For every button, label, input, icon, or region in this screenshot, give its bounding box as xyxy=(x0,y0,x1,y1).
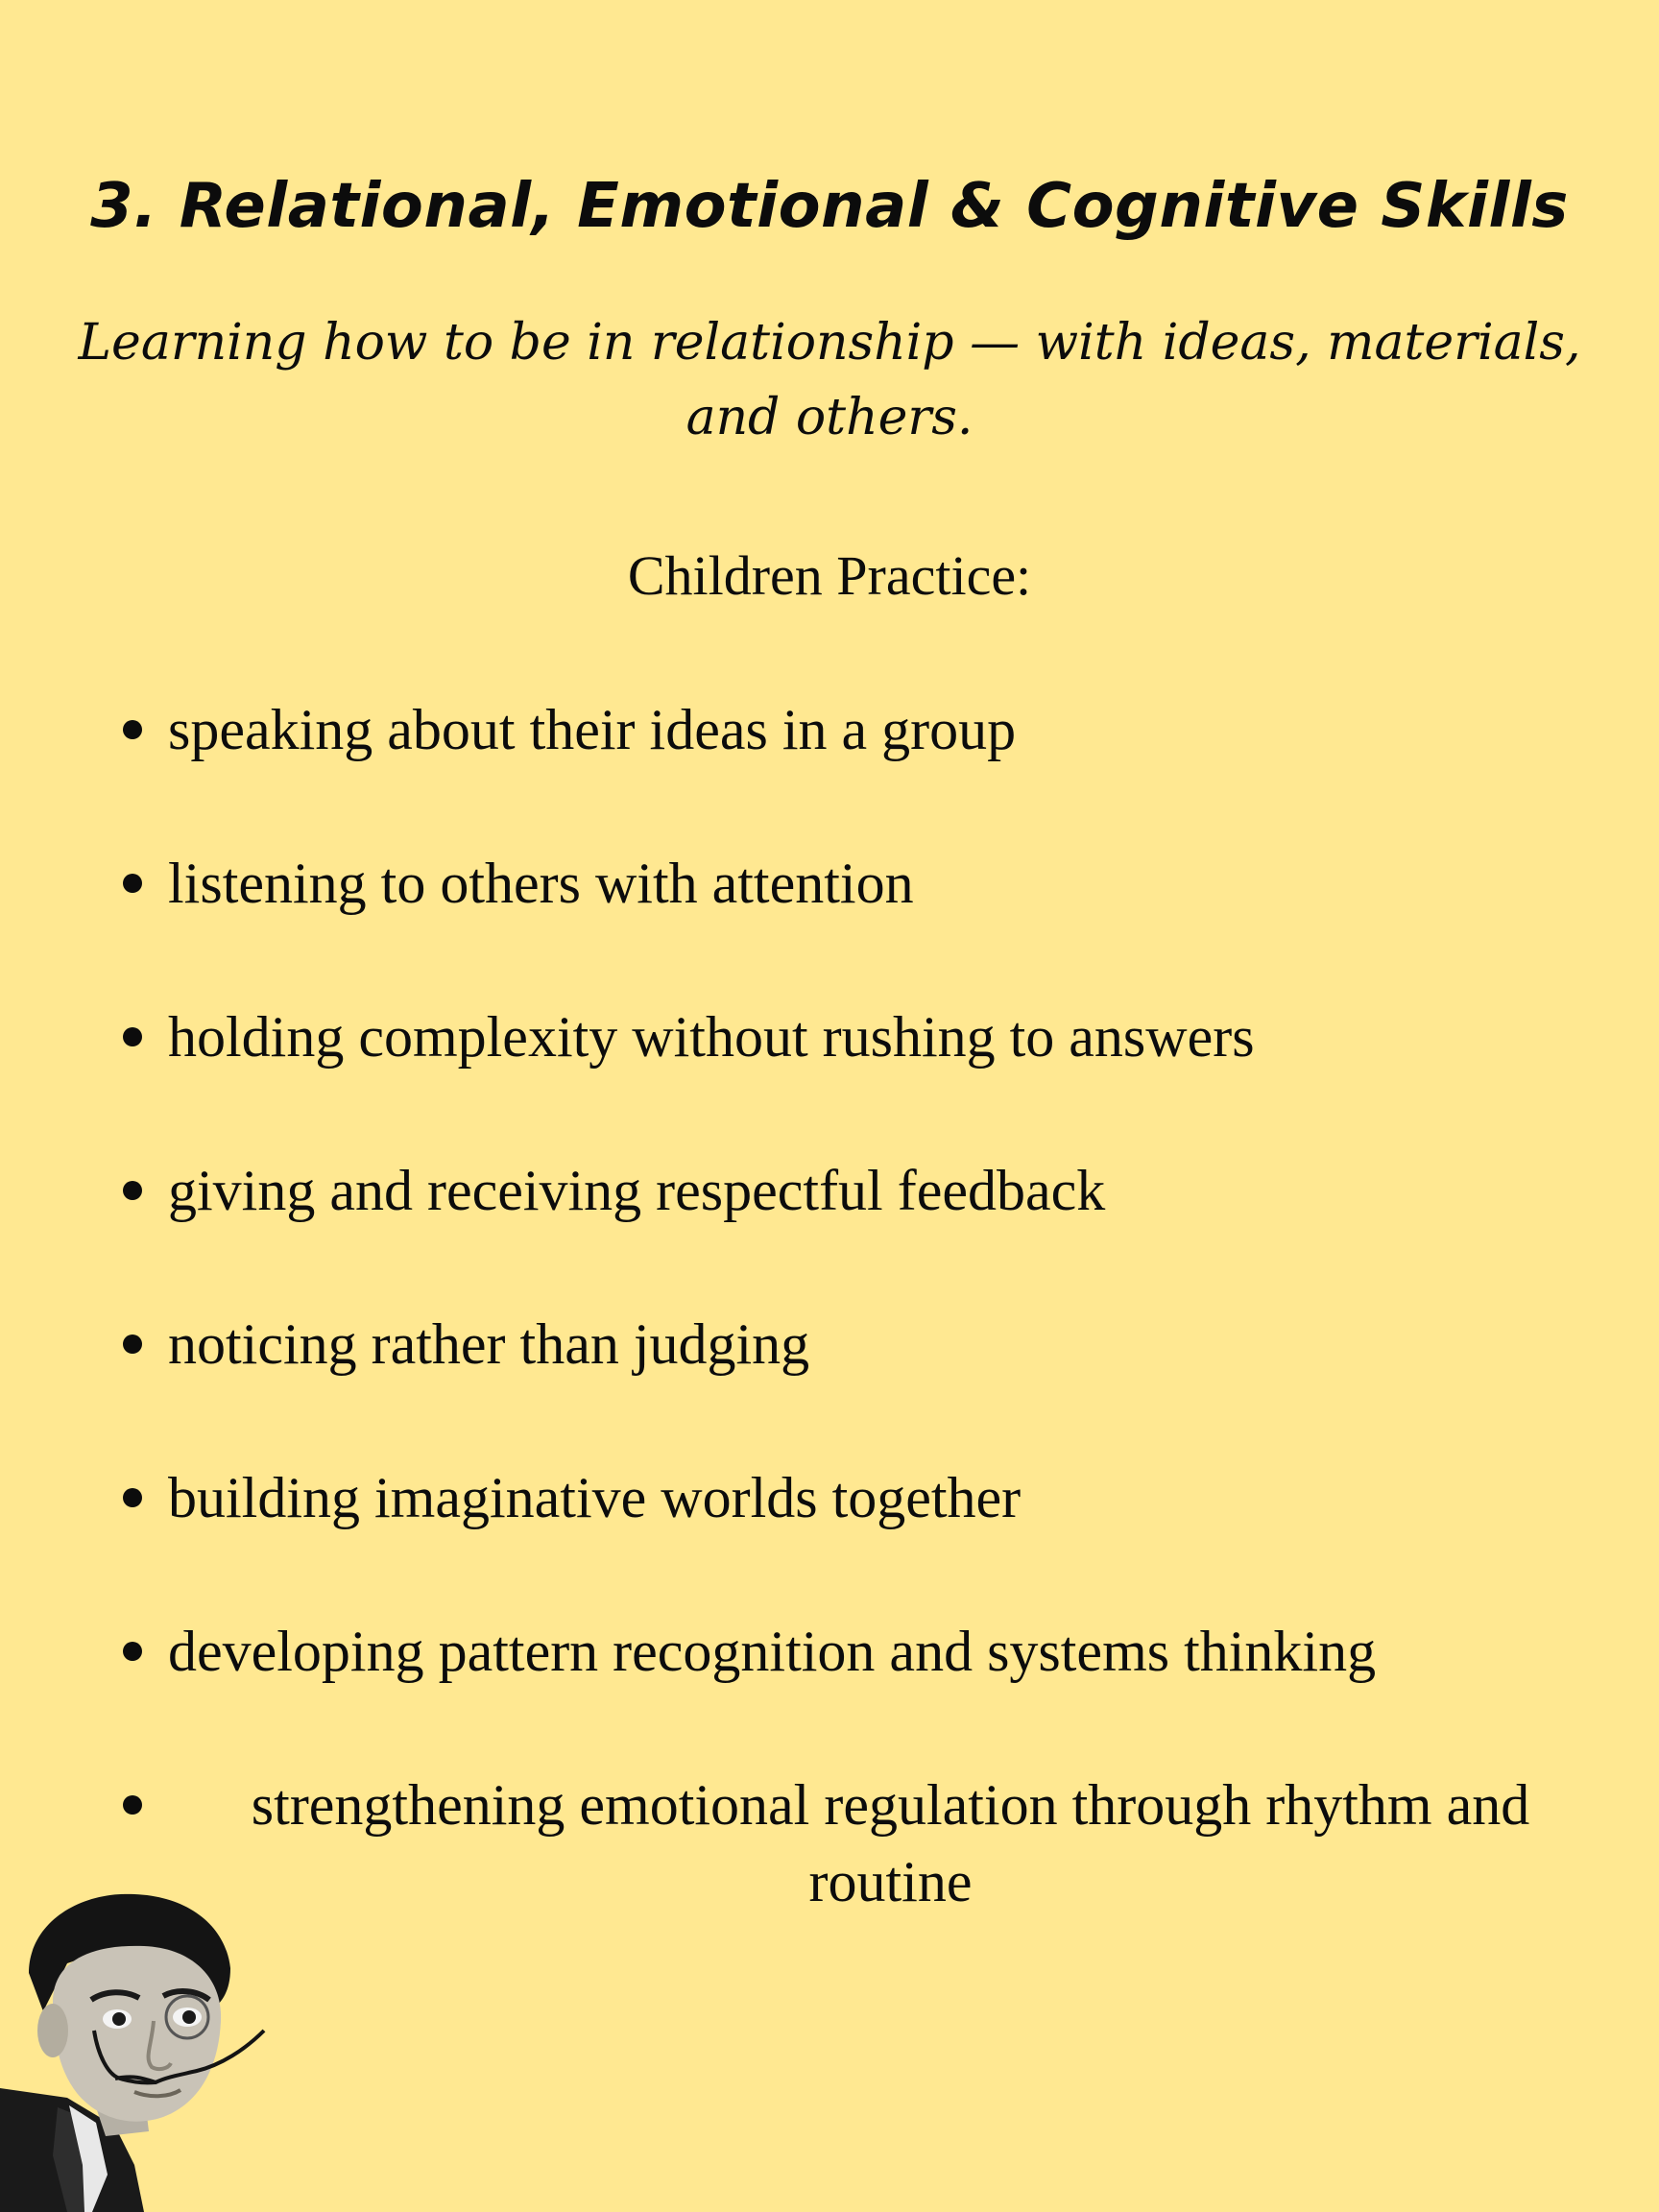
bullet-icon xyxy=(123,720,142,739)
list-item xyxy=(115,1152,1594,1229)
list-item-text: building imaginative worlds together xyxy=(168,1466,1022,1529)
list-item-text: listening to others with attention xyxy=(168,852,914,915)
portrait-photo-icon xyxy=(0,1887,278,2212)
list-item xyxy=(115,1613,1594,1690)
bullet-icon xyxy=(123,1795,142,1815)
list-item-text: strengthening emotional regulation through rhythm and routine xyxy=(251,1773,1530,1913)
page-subtitle: Learning how to be in relationship — with ideas, materials, and others. xyxy=(78,314,1581,446)
list-item xyxy=(115,1306,1594,1382)
bullet-icon xyxy=(123,1181,142,1200)
bullet-icon xyxy=(123,1027,142,1046)
bullet-icon xyxy=(123,1334,142,1354)
practice-list xyxy=(115,691,1594,1997)
section-label: Children Practice: xyxy=(627,544,1032,607)
list-item-text: giving and receiving respectful feedback xyxy=(168,1159,1106,1222)
bullet-icon xyxy=(123,1488,142,1507)
list-item xyxy=(115,998,1594,1075)
list-item xyxy=(115,1767,1594,1920)
bullet-icon xyxy=(123,1642,142,1661)
list-item xyxy=(115,1459,1594,1536)
list-item-text: speaking about their ideas in a group xyxy=(168,698,1017,761)
list-item-text: holding complexity without rushing to answers xyxy=(168,1005,1255,1069)
list-item xyxy=(115,691,1594,768)
list-item-text: developing pattern recognition and systems thinking xyxy=(168,1620,1377,1683)
bullet-icon xyxy=(123,874,142,893)
list-item xyxy=(115,845,1594,922)
page-title: 3. Relational, Emotional & Cognitive Skills xyxy=(90,171,1569,242)
list-item-text: noticing rather than judging xyxy=(168,1312,810,1376)
